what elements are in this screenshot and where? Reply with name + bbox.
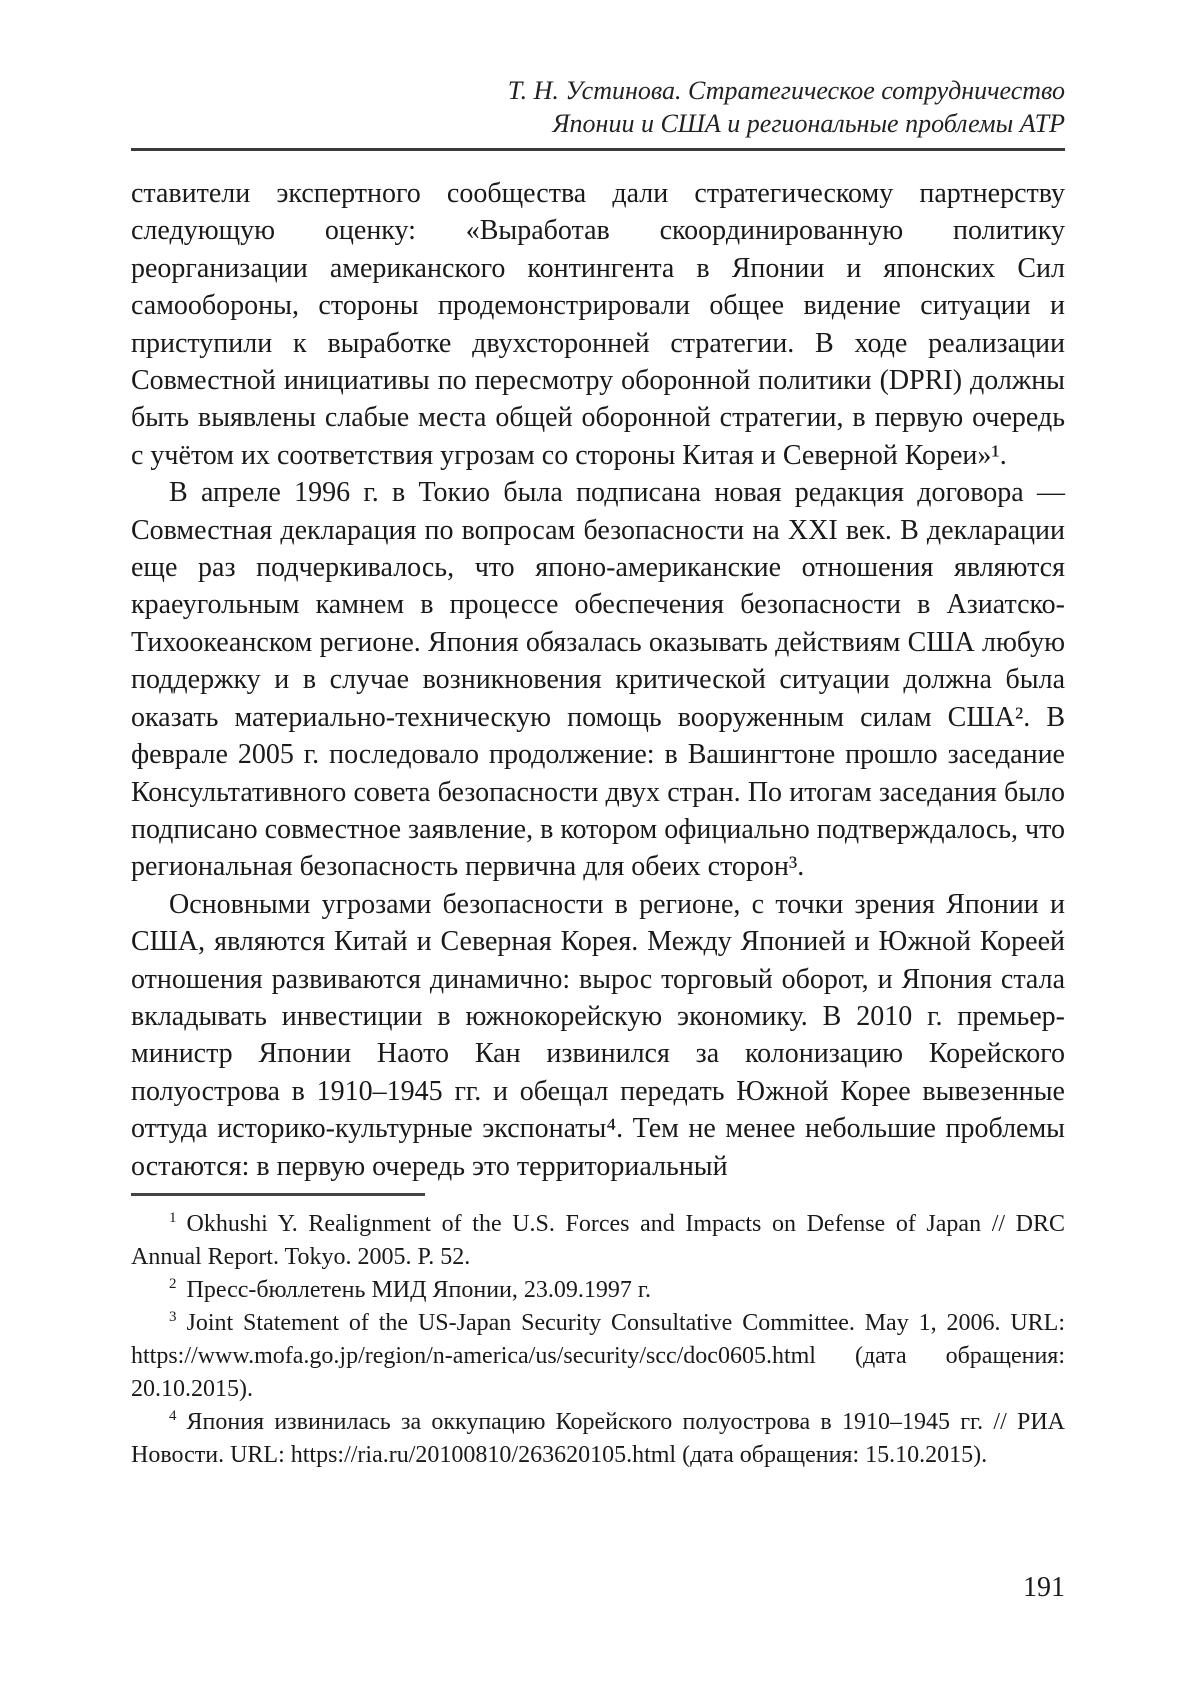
footnote-2-text: Пресс-бюллетень МИД Японии, 23.09.1997 г. <box>186 1276 652 1303</box>
footnote-1-marker: 1 <box>169 1209 177 1226</box>
page-number: 191 <box>1023 1572 1065 1603</box>
paragraph-3: Основными угрозами безопасности в регионе, с точки зрения Японии и США, являются Китай и Северная Корея. Между Японией и Южной Кореей отношения развиваются динамично: вырос торговый оборот, и Япония стала вкладывать инвестиции в южнокорейскую экономику. В 2010 г. премьер-министр Японии Наото Кан извинился за колонизацию Корейского полуострова в 1910–1945 гг. и обещал передать Южной Корее вывезенные оттуда историко-культурные экспонаты⁴. Тем не менее небольшие проблемы остаются: в первую очередь это территориальный <box>131 888 1065 1182</box>
footnotes-block <box>131 1208 1065 1472</box>
running-header-line-1: Т. Н. Устинова. Стратегическое сотрудничество <box>507 76 1065 105</box>
paragraph-2: В апреле 1996 г. в Токио была подписана новая редакция договора — Совместная декларация по вопросам безопасности на XXI век. В декларации еще раз подчеркивалось, что японо-американские отношения являются краеугольным камнем в процессе обеспечения безопасности в Азиатско-Тихоокеанском регионе. Япония обязалась оказывать действиям США любую поддержку и в случае возникновения критической ситуации должна была оказать материально-техническую помощь вооруженным силам США². В феврале 2005 г. последовало продолжение: в Вашингтоне прошло заседание Консультативного совета безопасности двух стран. По итогам заседания было подписано совместное заявление, в котором официально подтверждалось, что региональная безопасность первична для обеих сторон³. <box>131 477 1065 883</box>
footnote-3-text: Joint Statement of the US-Japan Security Consultative Committee. May 1, 2006. URL: https://www.mofa.go.jp/region/n-america/us/security/scc/doc0605.html (дата обращения: 20.10.2015). <box>131 1309 1065 1402</box>
footnote-3-marker: 3 <box>169 1308 177 1325</box>
running-header <box>131 74 1065 140</box>
running-header-line-2: Японии и США и региональные проблемы АТР <box>552 109 1065 138</box>
footnote-1-text: Okhushi Y. Realignment of the U.S. Forces and Impacts on Defense of Japan // DRC Annual Report. Tokyo. 2005. P. 52. <box>131 1210 1065 1270</box>
footnote-2 <box>131 1274 1065 1307</box>
paragraph-1: ставители экспертного сообщества дали стратегическому партнерству следующую оценку: «Выработав скоординированную политику реорганизации американского контингента в Японии и японских Сил самообороны, стороны продемонстрировали общее видение ситуации и приступили к выработке двухсторонней стратегии. В ходе реализации Совместной инициативы по пересмотру оборонной политики (DPRI) должны быть выявлены слабые места общей оборонной стратегии, в первую очередь с учётом их соответствия угрозам со стороны Китая и Северной Кореи»¹. <box>131 178 1065 471</box>
body-text <box>131 175 1065 1185</box>
page-content <box>131 0 1065 1472</box>
footnote-4-text: Япония извинилась за оккупацию Корейского полуострова в 1910–1945 гг. // РИА Новости. URL: https://ria.ru/20100810/263620105.html (дата обращения: 15.10.2015). <box>131 1408 1065 1468</box>
footnote-4-marker: 4 <box>169 1407 177 1424</box>
header-rule <box>131 148 1065 151</box>
footnote-3 <box>131 1307 1065 1406</box>
footnote-4 <box>131 1406 1065 1472</box>
footnote-1 <box>131 1208 1065 1274</box>
footnote-separator-rule <box>131 1193 425 1196</box>
footnote-2-marker: 2 <box>169 1275 177 1292</box>
